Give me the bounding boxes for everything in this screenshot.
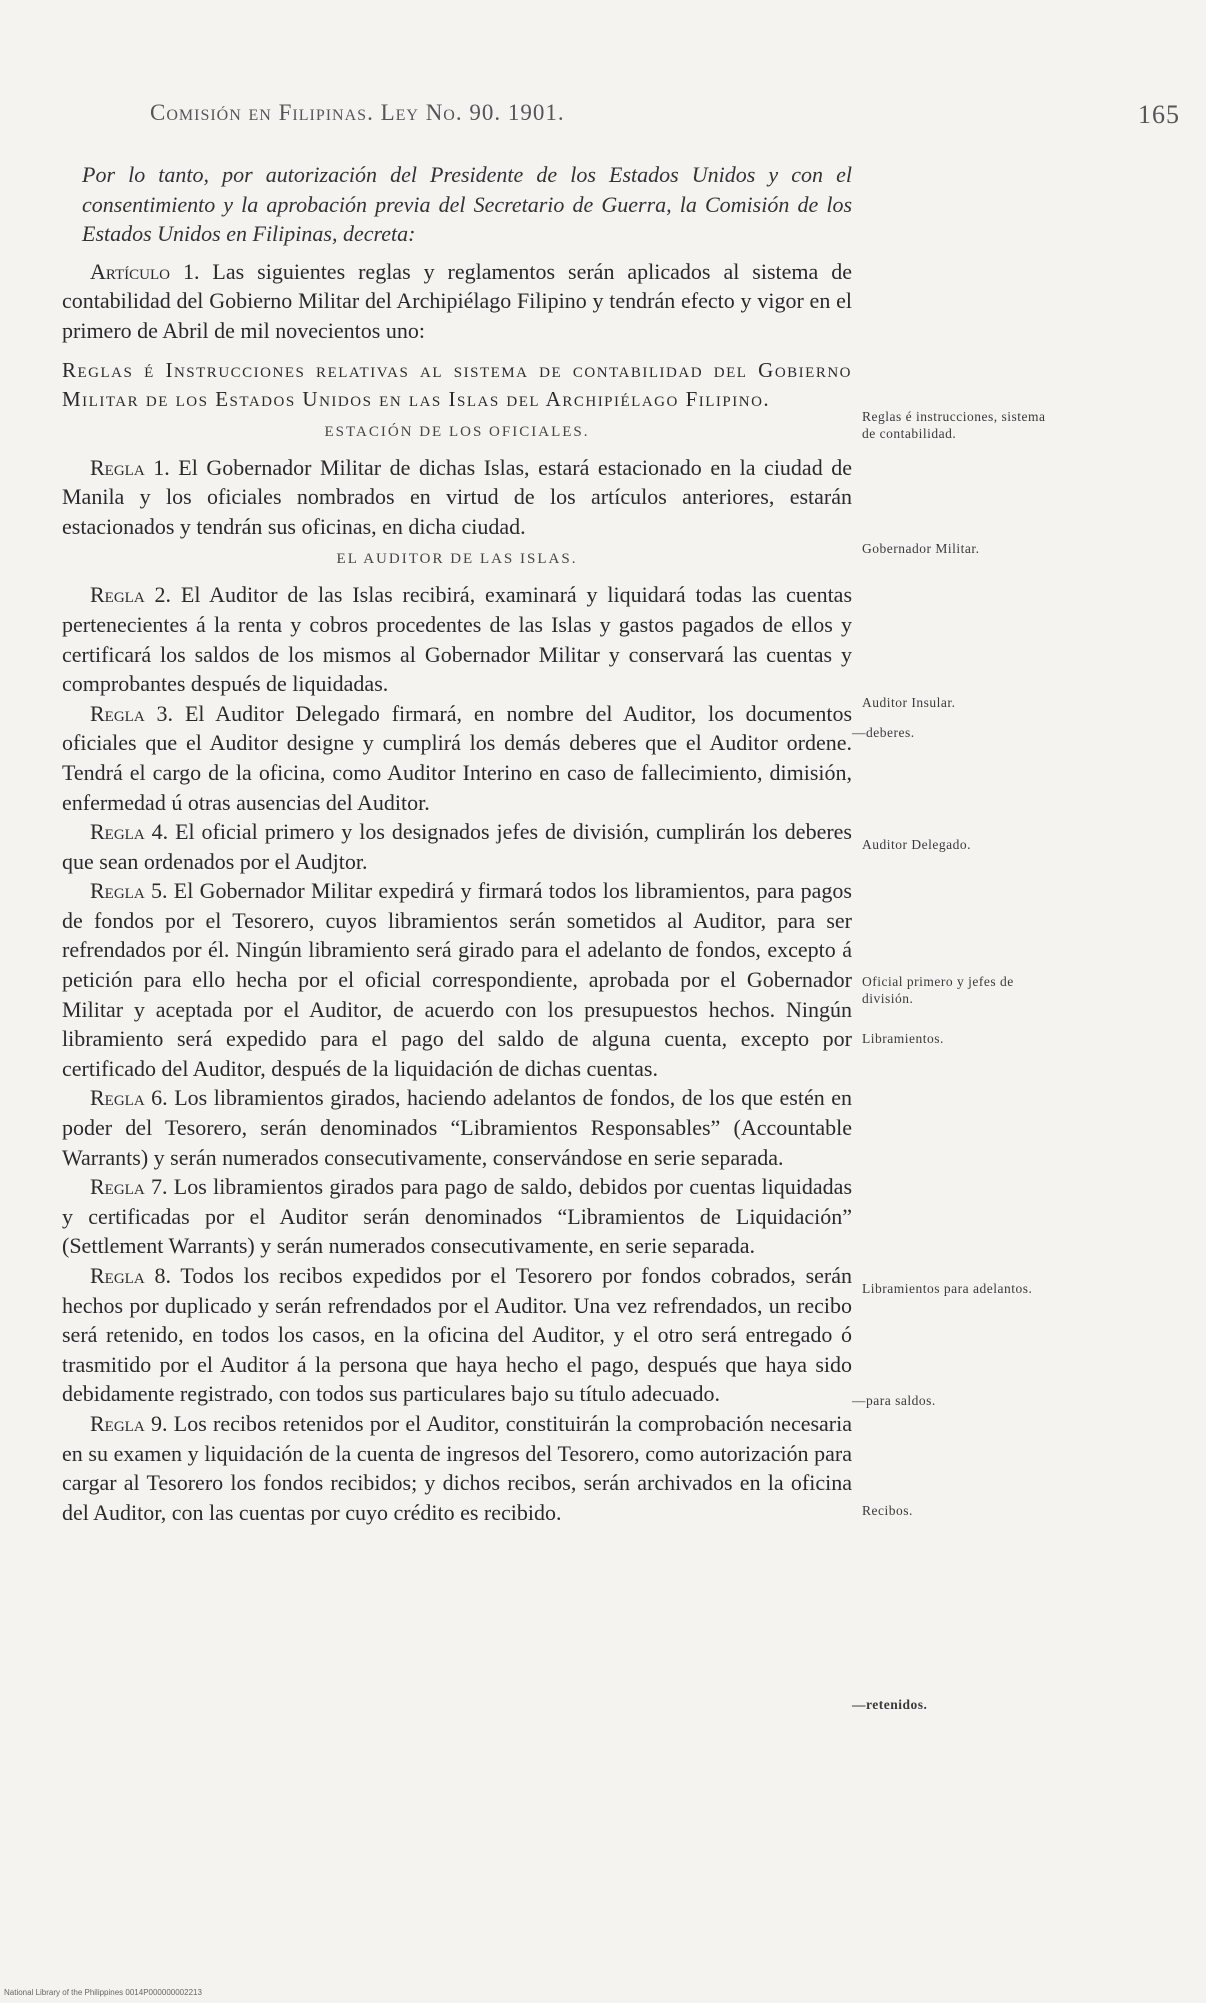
rule-5-text: El Gobernador Militar expedirá y firmará todos los libramientos, para pagos de fondos por el Tesorero, cuyos libramientos serán sometidos al Auditor, para ser refrendados por él. Ningún libramiento será girado para el adelanto de fondos, excepto á petición para ello hecha por el oficial correspondiente, aprobada por el Gobernador Militar y aceptada por el Auditor, de acuerdo con los presupuestos hechos. Ningún libramiento será expedido para el pago del saldo de alguna cuenta, excepto por certificado del Auditor, después de la liquidación de dichas cuentas. xyxy=(62,878,852,1081)
rule-9 xyxy=(62,1409,852,1527)
rule-8-label: Regla 8. xyxy=(90,1263,171,1288)
digitization-footer: National Library of the Philippines 0014P000000002213 xyxy=(4,1988,202,1997)
margin-note-auditor-insular: Auditor Insular. xyxy=(862,695,956,710)
rule-9-text: Los recibos retenidos por el Auditor, constituirán la comprobación necesaria en su examen y liquidación de la cuenta de ingresos del Tesorero, como autorización para cargar al Tesorero los fondos recibidos; y dichos recibos, serán archivados en la oficina del Auditor, con las cuentas por cuyo crédito es recibido. xyxy=(62,1410,853,1525)
section-title-auditor: EL AUDITOR DE LAS ISLAS. xyxy=(336,551,578,568)
rule-1-text: El Gobernador Militar de dichas Islas, estará estacionado en la ciudad de Manila y los oficiales nombrados en virtud de los artículos anteriores, estarán estacionados y tendrán sus oficinas, en dicha ciudad. xyxy=(62,454,853,539)
body-text xyxy=(62,160,852,1527)
rule-8-text: Todos los recibos expedidos por el Tesorero por fondos cobrados, serán hechos por duplicado y serán refrendados por el Auditor. Una vez refrendados, un recibo será retenido, en todos los casos, en la oficina del Auditor, y el otro será entregado ó trasmitido por el Auditor á la persona que haya hecho el pago, después que haya sido debidamente registrado, con todos sus particulares bajo su título adecuado. xyxy=(62,1263,852,1407)
rule-6 xyxy=(62,1083,852,1172)
running-title: Comisión en Filipinas. Ley No. 90. 1901. xyxy=(150,100,565,125)
rule-4-label: Regla 4. xyxy=(90,819,169,845)
rule-6-label: Regla 6. xyxy=(90,1085,168,1111)
rule-3-label: Regla 3. xyxy=(90,700,174,726)
rule-7 xyxy=(62,1172,852,1261)
margin-note-recibos: Recibos. xyxy=(862,1503,913,1518)
margin-note-para-saldos: —para saldos. xyxy=(852,1393,936,1408)
rule-2 xyxy=(62,580,852,698)
margin-note-auditor-delegado: Auditor Delegado. xyxy=(862,837,971,852)
rule-4-text: El oficial primero y los designados jefes de división, cumplirán los deberes que sean ordenados por el Audjtor. xyxy=(62,819,852,874)
margin-note-reglas: Reglas é instrucciones, sistema de contabilidad. xyxy=(862,409,1046,441)
rule-7-text: Los libramientos girados para pago de saldo, debidos por cuentas liquidadas y certificadas por el Auditor serán denominados “Libramientos de Liquidación” (Settlement Warrants) y serán numerados consecutivamente, en serie separada. xyxy=(62,1174,853,1259)
rule-3-text: El Auditor Delegado firmará, en nombre del Auditor, los documentos oficiales que el Auditor designe y cumplirá los demás deberes que el Auditor ordene. Tendrá el cargo de la oficina, como Auditor Interino en caso de fallecimiento, dimisión, enfermedad ú otras ausencias del Auditor. xyxy=(62,700,853,815)
margin-note-libramientos: Libramientos. xyxy=(862,1031,944,1046)
article-1-text: Las siguientes reglas y reglamentos serán aplicados al sistema de contabilidad del Gobierno Militar del Archipiélago Filipino y tendrán efecto y vigor en el primero de Abril de mil novecientos uno: xyxy=(62,258,853,343)
article-1-label: Artículo 1. xyxy=(90,258,200,284)
enacting-clause: Por lo tanto, por autorización del Presidente de los Estados Unidos y con el consentimiento y la aprobación previa del Secretario de Guerra, la Comisión de los Estados Unidos en Filipinas, decreta: xyxy=(82,162,852,247)
rule-6-text: Los libramientos girados, haciendo adelantos de fondos, de los que estén en poder del Tesorero, serán denominados “Libramientos Responsables” (Accountable Warrants) y serán numerados consecutivamente, conservándose en serie separada. xyxy=(62,1085,852,1170)
rule-8 xyxy=(62,1261,852,1409)
margin-note-retenidos: —retenidos. xyxy=(852,1697,928,1712)
rule-2-label: Regla 2. xyxy=(90,582,172,608)
article-1 xyxy=(62,257,852,346)
rule-4 xyxy=(62,817,852,876)
page-number: 165 xyxy=(1138,100,1180,129)
margin-note-gobernador: Gobernador Militar. xyxy=(862,541,980,556)
rules-heading: Reglas é Instrucciones relativas al sistema de contabilidad del Gobierno Militar de los Estados Unidos en las Islas del Archipiélago Filipino. xyxy=(62,357,852,411)
margin-note-deberes: —deberes. xyxy=(852,725,915,740)
margin-note-oficial-primero: Oficial primero y jefes de división. xyxy=(862,974,1014,1006)
margin-note-libramientos-adelantos: Libramientos para adelantos. xyxy=(862,1281,1033,1296)
rule-5-label: Regla 5. xyxy=(90,878,168,904)
rule-1-label: Regla 1. xyxy=(90,454,170,480)
rule-7-label: Regla 7. xyxy=(90,1174,168,1200)
section-title-estacion: ESTACIÓN DE LOS OFICIALES. xyxy=(324,423,590,440)
rule-1 xyxy=(62,453,852,542)
rule-3 xyxy=(62,699,852,817)
rule-5 xyxy=(62,876,852,1083)
rule-9-label: Regla 9. xyxy=(90,1410,168,1436)
rule-2-text: El Auditor de las Islas recibirá, examinará y liquidará todas las cuentas pertenecientes á la renta y cobros procedentes de las Islas y gastos pagados de ellos y certificará los saldos de los mismos al Gobernador Militar y conservará las cuentas y comprobantes después de liquidadas. xyxy=(62,582,853,697)
